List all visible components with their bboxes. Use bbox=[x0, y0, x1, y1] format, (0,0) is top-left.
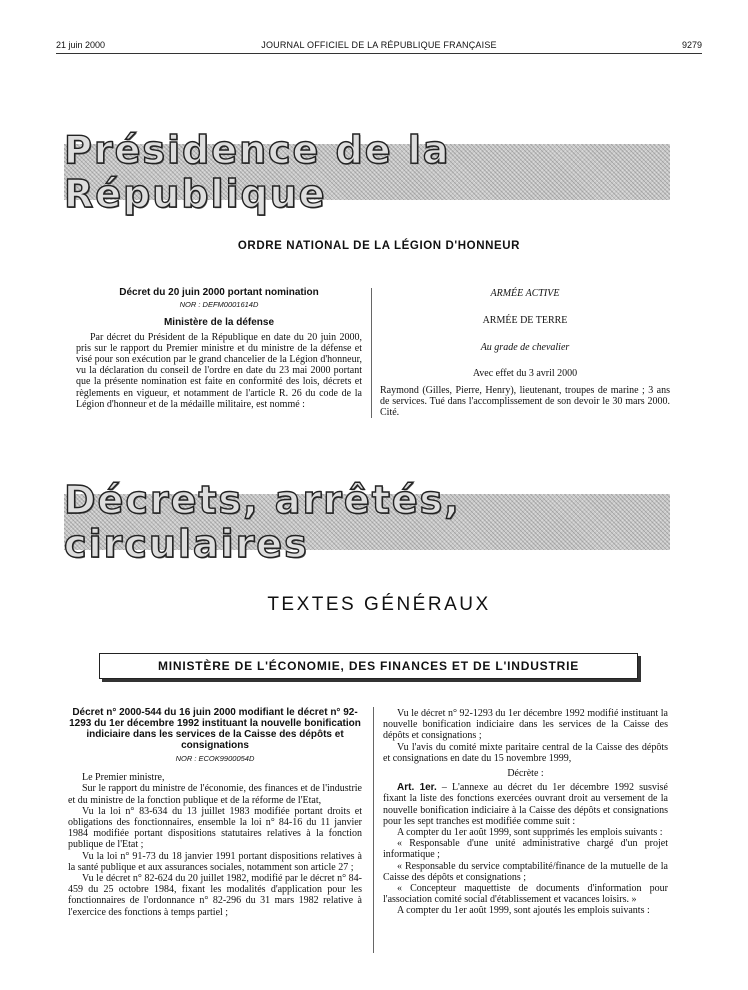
article-1 bbox=[383, 782, 668, 827]
header-journal-title: JOURNAL OFFICIEL DE LA RÉPUBLIQUE FRANÇAISE bbox=[261, 40, 497, 50]
legion-right-column bbox=[380, 288, 670, 418]
decree-paragraph: Vu la loi n° 83-634 du 13 juillet 1983 modifiée portant droits et obligations des fonctionnaires, ensemble la loi n° 84-16 du 11 janvier 1984 modifiée portant dispositions statutaires relatives à la fonction publique de l'Etat ; bbox=[68, 805, 362, 851]
armee-active-heading: ARMÉE ACTIVE bbox=[490, 288, 560, 299]
page-header bbox=[56, 40, 702, 54]
armee-terre-heading: ARMÉE DE TERRE bbox=[482, 315, 568, 327]
decree-paragraph: Vu le décret n° 92-1293 du 1er décembre 1992 modifié instituant la nouvelle bonification indiciaire dans les services de la Caisse des dépôts et consignations ; bbox=[383, 708, 668, 742]
banner-decrets bbox=[64, 478, 670, 566]
decree-title: Décret n° 2000-544 du 16 juin 2000 modifiant le décret n° 92-1293 du 1er décembre 1992 instituant la nouvelle bonification indiciaire dans les services de la Caisse des dépôts et consignations bbox=[69, 707, 361, 751]
banner-presidence bbox=[64, 128, 670, 216]
article-1-label: Art. 1er. bbox=[397, 782, 437, 794]
banner-decrets-text: Décrets, arrêtés, circulaires bbox=[64, 478, 461, 566]
decree-paragraph: A compter du 1er août 1999, sont supprimés les emplois suivants : bbox=[397, 827, 663, 839]
decree-paragraph: Sur le rapport du ministre de l'économie, des finances et de l'industrie et du ministre de la fonction publique et de la réforme de l'Etat, bbox=[68, 783, 362, 806]
decree-right-column bbox=[383, 708, 668, 917]
decree-paragraph: Le Premier ministre, bbox=[82, 772, 165, 784]
decree-paragraph: Vu le décret n° 82-624 du 20 juillet 1982, modifié par le décret n° 84-459 du 25 octobre 1984, fixant les modalités d'application pour les fonctionnaires de l'ordonnance n° 82-296 du 31 mars 1982 relative à l'exercice des fonctions à temps partiel ; bbox=[68, 873, 362, 918]
decree-paragraph: Vu l'avis du comité mixte paritaire central de la Caisse des dépôts et consignations en date du 15 novembre 1999, bbox=[383, 741, 668, 764]
decree-paragraph: « Responsable d'une unité administrative chargé d'un projet informatique ; bbox=[383, 838, 668, 861]
legion-ministry: Ministère de la défense bbox=[163, 317, 275, 329]
textes-generaux-heading: TEXTES GÉNÉRAUX bbox=[267, 594, 491, 615]
decree-column-divider bbox=[373, 707, 374, 953]
legion-column-divider bbox=[371, 288, 372, 418]
decree-nor: NOR : ECOK9900054D bbox=[175, 754, 255, 763]
legion-section-title: ORDRE NATIONAL DE LA LÉGION D'HONNEUR bbox=[237, 240, 521, 252]
decree-paragraph: Vu la loi n° 91-73 du 18 janvier 1991 portant dispositions relatives à la santé publique et aux assurances sociales, notamment son article 27 ; bbox=[68, 850, 362, 873]
legion-body: Par décret du Président de la République en date du 20 juin 2000, pris sur le rapport du Premier ministre et du ministre de la défense et visé pour son exécution par le grand chancelier de la Légion d'honneur, vu la déclaration du conseil de l'ordre en date du 23 mai 2000 portant que la présente nomination est faite en conformité des lois, décrets et règlements en vigueur, et notamment de l'article R. 26 du code de la Légion d'honneur et de la médaille militaire, est nommé : bbox=[76, 331, 362, 410]
decree-left-body bbox=[68, 772, 362, 918]
header-page-number: 9279 bbox=[681, 40, 702, 50]
banner-presidence-text: Présidence de la République bbox=[64, 128, 451, 216]
decree-paragraph: « Responsable du service comptabilité/finance de la mutuelle de la Caisse des dépôts et consignations ; bbox=[383, 860, 668, 883]
legion-decree-title: Décret du 20 juin 2000 portant nomination bbox=[119, 287, 319, 298]
decree-paragraph: A compter du 1er août 1999, sont ajoutés les emplois suivants : bbox=[397, 905, 650, 917]
legion-nor: NOR : DEFM0001614D bbox=[179, 300, 259, 310]
ministry-box-label: MINISTÈRE DE L'ÉCONOMIE, DES FINANCES ET DE L'INDUSTRIE bbox=[157, 659, 580, 673]
header-date: 21 juin 2000 bbox=[56, 40, 106, 50]
effet-date: Avec effet du 3 avril 2000 bbox=[472, 367, 578, 379]
legion-left-column bbox=[76, 287, 362, 410]
grade-heading: Au grade de chevalier bbox=[480, 342, 570, 354]
decrete-heading: Décrète : bbox=[507, 768, 544, 780]
header-rule bbox=[56, 53, 702, 54]
person-entry: Raymond (Gilles, Pierre, Henry), lieutenant, troupes de marine ; 3 ans de services. Tué dans l'accomplissement de son devoir le 30 mars 2000. Cité. bbox=[380, 384, 670, 419]
decree-left-column bbox=[68, 707, 362, 918]
article-1-text: – L'annexe au décret du 1er décembre 1992 susvisé fixant la liste des fonctions exercées ouvrant droit au versement de la nouvelle bonification indiciaire à la Caisse des dépôts et consignations pour les sept tranches est modifiée comme suit : bbox=[383, 782, 668, 827]
decree-paragraph: « Concepteur maquettiste de documents d'information pour l'association comité social d'établissement et vacances loisirs. » bbox=[383, 883, 668, 906]
ministry-box bbox=[99, 653, 638, 679]
